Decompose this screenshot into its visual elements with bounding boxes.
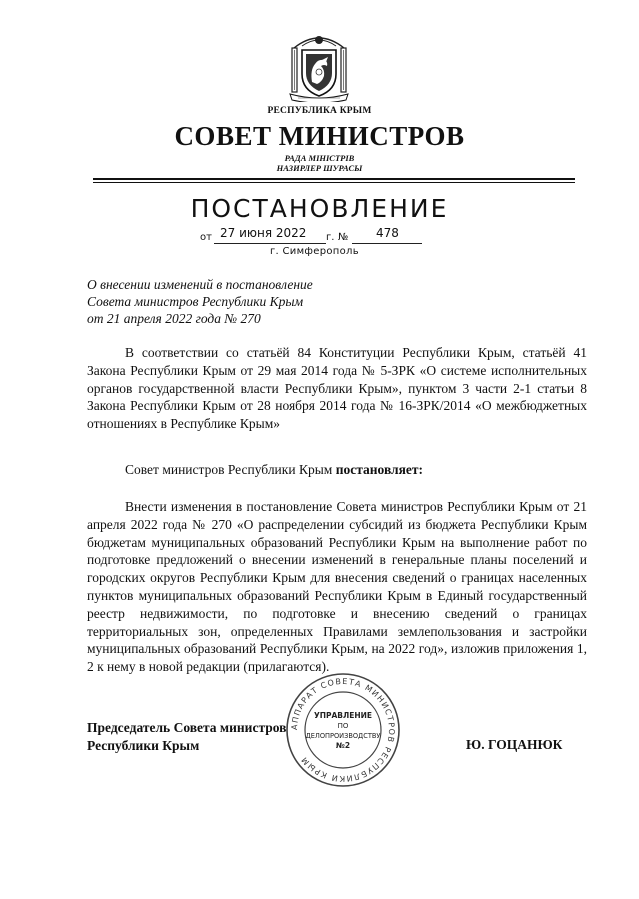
document-city: г. Симферополь bbox=[270, 246, 359, 257]
date-number-line bbox=[200, 226, 430, 246]
number-prefix: № bbox=[338, 232, 349, 243]
coat-of-arms-icon bbox=[284, 30, 354, 102]
stamp-outer-text: АППАРАТ СОВЕТА МИНИСТРОВ РЕСПУБЛИКИ КРЫМ bbox=[289, 676, 397, 784]
stamp-inner-text: УПРАВЛЕНИЕ bbox=[313, 711, 373, 720]
official-stamp bbox=[284, 671, 402, 789]
date-underline bbox=[214, 243, 326, 244]
header-divider bbox=[93, 178, 575, 180]
council-name-ukrainian: РАДА МІНІСТРІВ bbox=[284, 153, 355, 163]
council-name: СОВЕТ МИНИСТРОВ bbox=[174, 121, 465, 151]
stamp-inner-text: №2 bbox=[335, 741, 351, 750]
resolves-lead-text: Совет министров Республики Крым bbox=[125, 462, 336, 477]
signatory-name: Ю. ГОЦАНЮК bbox=[466, 737, 563, 752]
year-suffix: г. bbox=[326, 232, 335, 243]
council-name-crimean-tatar: НАЗИРЛЕР ШУРАСЫ bbox=[276, 163, 363, 173]
signatory-title-line: Председатель Совета министров bbox=[87, 720, 287, 735]
header-divider-thin bbox=[93, 182, 575, 183]
document-type-title: ПОСТАНОВЛЕНИЕ bbox=[190, 194, 449, 223]
subject-line: О внесении изменений в постановление bbox=[87, 277, 313, 292]
signatory-title bbox=[87, 719, 317, 755]
document-number: 478 bbox=[376, 226, 399, 240]
preamble-paragraph: В соответствии со статьёй 84 Конституции Республики Крым, статьёй 41 Закона Республики Крым от 29 мая 2014 года № 5-ЗРК «О системе исполнительных органов государственной власти Республики Крым», пунктом 3 части 2-1 статьи 8 Закона Республики Крым от 28 ноября 2014 года № 16-ЗРК/2014 «О межбюджетных отношениях в Республике Крым» bbox=[87, 345, 587, 432]
number-underline bbox=[352, 243, 422, 244]
document-date: 27 июня 2022 bbox=[220, 226, 307, 240]
stamp-inner-text: ПО bbox=[337, 722, 349, 730]
signatory-title-line: Республики Крым bbox=[87, 738, 200, 753]
resolves-keyword: постановляет: bbox=[335, 462, 424, 477]
stamp-inner-text: ДЕЛОПРОИЗВОДСТВУ bbox=[305, 732, 381, 740]
resolves-paragraph bbox=[87, 461, 587, 479]
document-subject bbox=[87, 276, 387, 327]
subject-line: от 21 апреля 2022 года № 270 bbox=[87, 311, 261, 326]
decision-paragraph: Внести изменения в постановление Совета министров Республики Крым от 21 апреля 2022 года № 270 «О распределении субсидий из бюджета Республики Крым бюджетам муниципальных образований Республики Крым на выполнение работ по подготовке предложений о внесении изменений в генеральные планы поселений и городских округов Республики Крым для внесения сведений о границах населенных пунктов муниципальных образований Республики Крым в Единый государственный реестр недвижимости, по подготовке и внесению сведений о границах территориальных зон, определенных Правилами землепользования и застройки муниципальных образований Республики Крым, на 2022 год», изложив приложения 1, 2 к нему в новой редакции (прилагаются). bbox=[87, 499, 587, 675]
subject-line: Совета министров Республики Крым bbox=[87, 294, 304, 309]
date-prefix: от bbox=[200, 232, 212, 243]
republic-name: РЕСПУБЛИКА КРЫМ bbox=[267, 106, 372, 116]
